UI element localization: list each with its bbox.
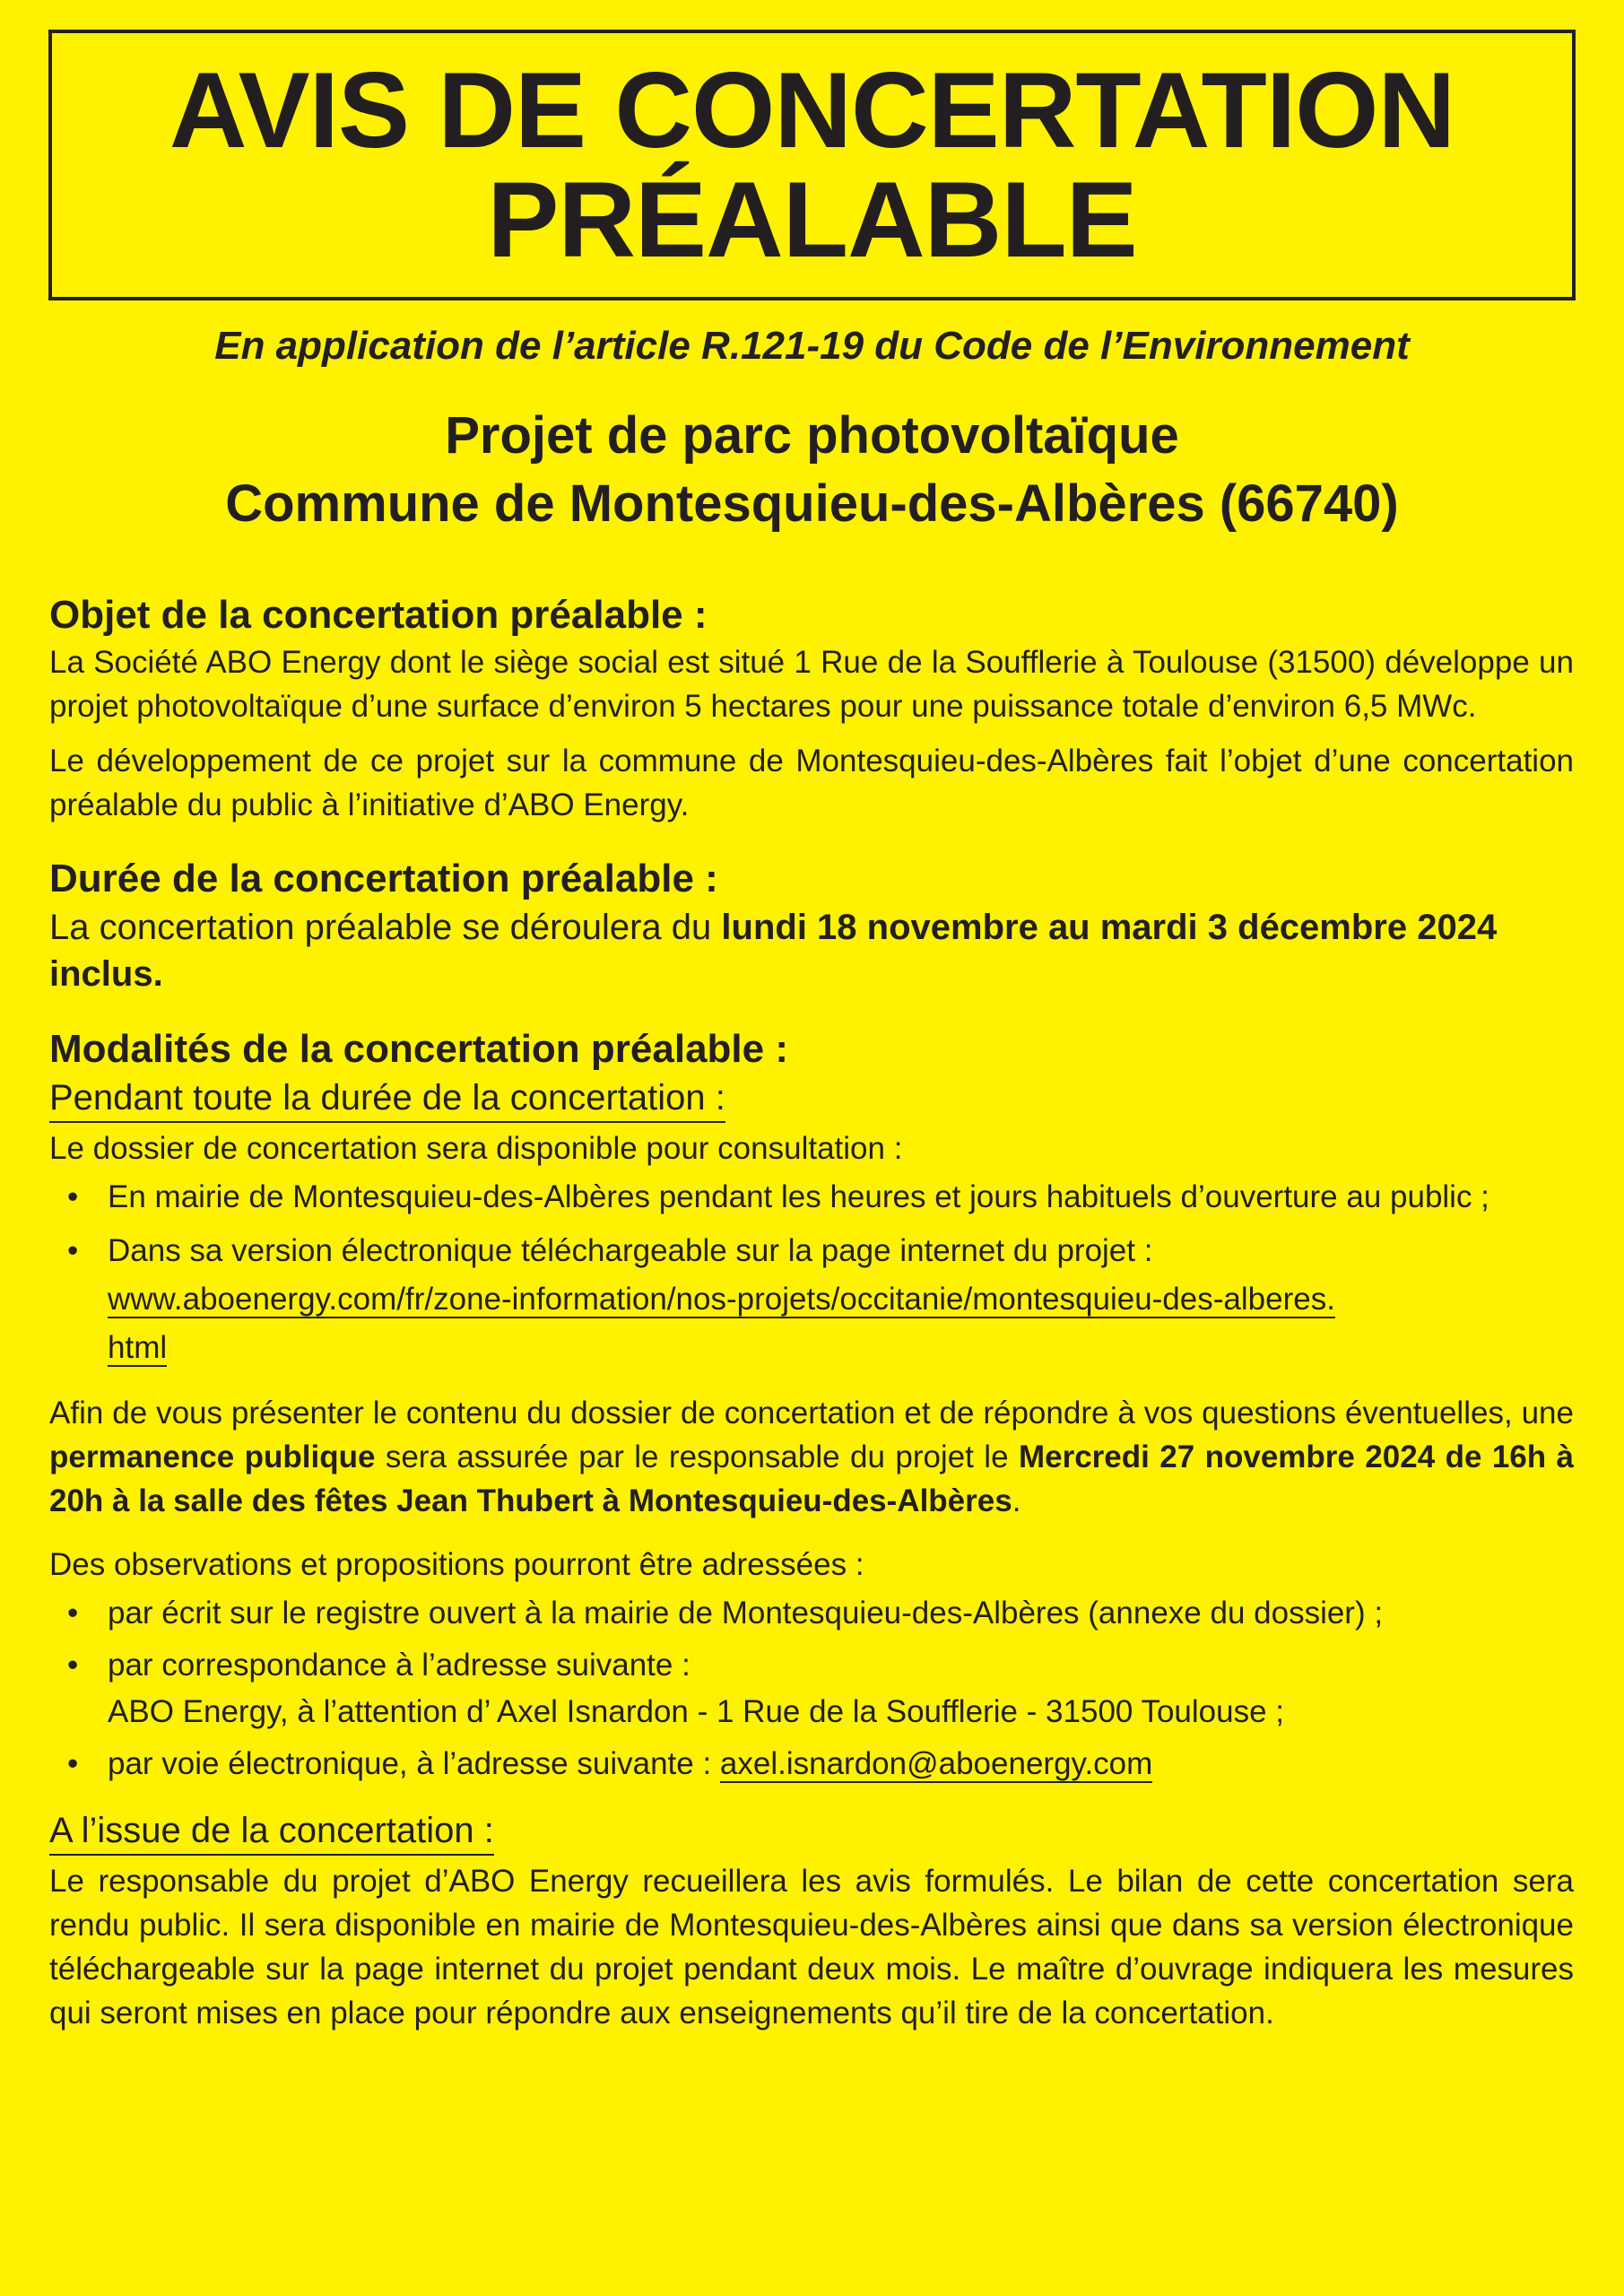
project-url-link-continued[interactable]: html: [108, 1330, 168, 1365]
title-line-1: AVIS DE CONCERTATION: [169, 50, 1455, 170]
project-url-link[interactable]: www.aboenergy.com/fr/zone-information/nos-projets/occitanie/montesquieu-des-alberes.: [108, 1282, 1335, 1317]
permanence-paragraph: [49, 1391, 1574, 1523]
project-title-line-2: Commune de Montesquieu-des-Albères (66740): [225, 474, 1399, 533]
permanence-label: permanence publique: [49, 1439, 376, 1474]
section-modalites: [49, 1024, 1574, 1787]
list-item: [49, 1741, 1574, 1787]
bullet-icon: •: [67, 1648, 79, 1683]
list-item: [49, 1228, 1574, 1371]
title-line-2: PRÉALABLE: [487, 160, 1137, 280]
bullet-icon: •: [67, 1233, 79, 1268]
consultation-item-web: Dans sa version électronique téléchargeable sur la page internet du projet :: [108, 1233, 1153, 1268]
issue-paragraph: Le responsable du projet d’ABO Energy recueillera les avis formulés. Le bilan de cette concertation sera rendu public. Il sera disponible en mairie de Montesquieu-des-Albères ainsi que dans sa version électronique téléchargeable sur la page internet du projet pendant deux mois. Le maître d’ouvrage indiquera les mesures qui seront mises en place pour répondre aux enseignements qu’il tire de la concertation.: [49, 1864, 1574, 2031]
subheading-pendant: Pendant toute la durée de la concertation :: [49, 1074, 725, 1123]
section-heading-objet: Objet de la concertation préalable :: [49, 593, 708, 637]
project-title: [0, 402, 1624, 538]
duree-text: La concertation préalable se déroulera du: [49, 908, 722, 947]
section-heading-duree: Durée de la concertation préalable :: [49, 857, 718, 900]
duree-dates: lundi 18 novembre au mardi 3 décembre 2024 inclus.: [49, 908, 1498, 994]
title-box: [48, 30, 1576, 300]
observations-list: [49, 1590, 1574, 1787]
modalites-intro: Le dossier de concertation sera disponible pour consultation :: [49, 1131, 903, 1166]
objet-paragraph-1: La Société ABO Energy dont le siège social est situé 1 Rue de la Soufflerie à Toulouse (31500) développe un projet photovoltaïque d’une surface d’environ 5 hectares pour une puissance totale d’environ 6,5 MWc.: [49, 645, 1574, 724]
postal-address: ABO Energy, à l’attention d’ Axel Isnardon - 1 Rue de la Soufflerie - 31500 Toulouse ;: [108, 1694, 1285, 1729]
list-item: [49, 1642, 1574, 1735]
legal-reference: En application de l’article R.121-19 du Code de l’Environnement: [214, 324, 1410, 368]
bullet-icon: •: [67, 1179, 79, 1214]
bullet-icon: •: [67, 1746, 79, 1781]
section-objet: [49, 590, 1574, 827]
consultation-item-mairie: En mairie de Montesquieu-des-Albères pendant les heures et jours habituels d’ouverture au public ;: [108, 1179, 1489, 1214]
section-issue: [49, 1807, 1574, 2035]
project-title-line-1: Projet de parc photovoltaïque: [445, 406, 1179, 465]
permanence-date: Mercredi 27 novembre 2024 de 16h à 20h à la salle des fêtes Jean Thubert à Montesquieu-des-Albères: [49, 1439, 1575, 1518]
permanence-text-2: sera assurée par le responsable du projet le: [375, 1439, 1019, 1474]
observation-item-courrier: par correspondance à l’adresse suivante :: [108, 1648, 690, 1683]
observations-intro: Des observations et propositions pourront être adressées :: [49, 1547, 864, 1582]
email-link[interactable]: axel.isnardon@aboenergy.com: [719, 1746, 1153, 1781]
subheading-issue: A l’issue de la concertation :: [49, 1807, 494, 1856]
list-item: [49, 1174, 1574, 1221]
section-duree: [49, 854, 1574, 997]
duree-paragraph: [49, 904, 1574, 997]
objet-paragraph-2: Le développement de ce projet sur la commune de Montesquieu-des-Albères fait l’objet d’une concertation préalable du public à l’initiative d’ABO Energy.: [49, 744, 1574, 822]
bullet-icon: •: [67, 1596, 79, 1631]
consultation-list: [49, 1174, 1574, 1371]
section-heading-modalites: Modalités de la concertation préalable :: [49, 1027, 788, 1071]
permanence-text-1: Afin de vous présenter le contenu du dossier de concertation et de répondre à vos questions éventuelles, une: [49, 1396, 1574, 1431]
observation-item-email: par voie électronique, à l’adresse suivante :: [108, 1746, 720, 1781]
observation-item-registre: par écrit sur le registre ouvert à la mairie de Montesquieu-des-Albères (annexe du dossier) ;: [108, 1596, 1384, 1631]
notice-body: [49, 590, 1574, 2035]
list-item: [49, 1590, 1574, 1637]
permanence-text-3: .: [1012, 1483, 1021, 1518]
